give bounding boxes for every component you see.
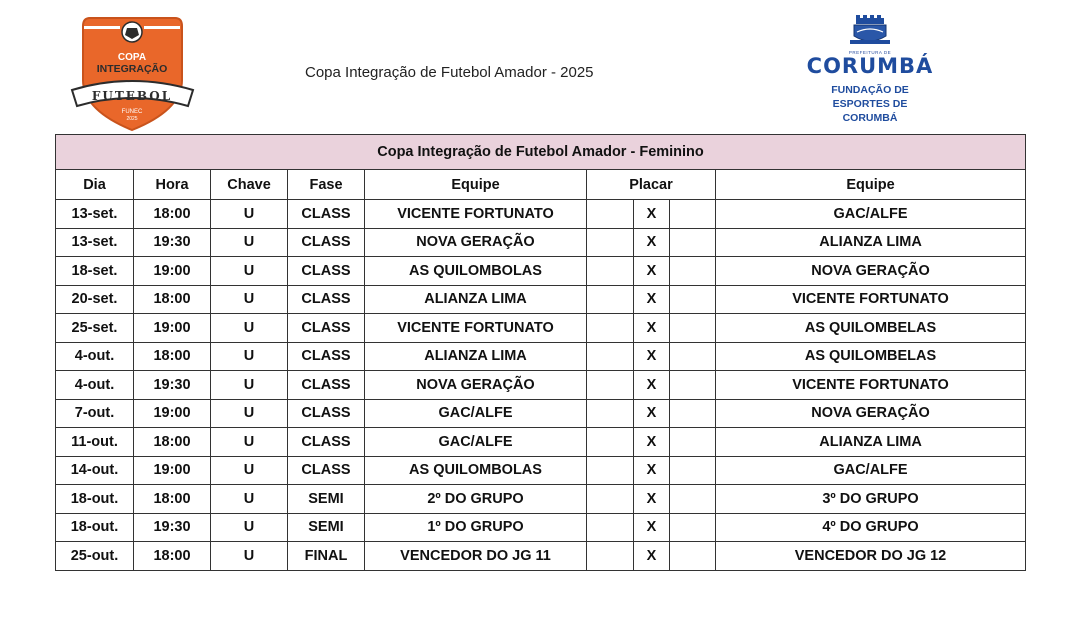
- logo-line2: INTEGRAÇÃO: [96, 63, 168, 75]
- cell-hora: 19:30: [134, 228, 211, 257]
- cell-hora: 19:30: [134, 371, 211, 400]
- cell-placar-x: X: [634, 314, 670, 343]
- cell-chave: U: [211, 542, 288, 571]
- col-dia: Dia: [56, 170, 134, 200]
- cell-placar-away: [670, 371, 716, 400]
- cell-hora: 18:00: [134, 342, 211, 371]
- cell-equipe-2: AS QUILOMBELAS: [716, 314, 1026, 343]
- cell-placar-x: X: [634, 399, 670, 428]
- table-row: [56, 399, 1026, 428]
- table-row: [56, 485, 1026, 514]
- table-row: [56, 428, 1026, 457]
- cell-fase: FINAL: [288, 542, 365, 571]
- cell-placar-home: [587, 228, 634, 257]
- col-hora: Hora: [134, 170, 211, 200]
- cell-hora: 19:00: [134, 399, 211, 428]
- cell-dia: 18-set.: [56, 257, 134, 286]
- cell-fase: CLASS: [288, 314, 365, 343]
- cell-placar-home: [587, 371, 634, 400]
- cell-placar-home: [587, 200, 634, 229]
- table-row: [56, 342, 1026, 371]
- cell-equipe-1: AS QUILOMBOLAS: [365, 456, 587, 485]
- cell-equipe-1: 1º DO GRUPO: [365, 513, 587, 542]
- cell-placar-away: [670, 200, 716, 229]
- cell-fase: CLASS: [288, 399, 365, 428]
- table-row: [56, 285, 1026, 314]
- cell-equipe-2: VICENTE FORTUNATO: [716, 371, 1026, 400]
- table-banner: Copa Integração de Futebol Amador - Feminino: [56, 135, 1026, 170]
- cell-placar-home: [587, 314, 634, 343]
- cell-dia: 14-out.: [56, 456, 134, 485]
- cell-hora: 19:00: [134, 314, 211, 343]
- cell-placar-home: [587, 428, 634, 457]
- cell-hora: 18:00: [134, 542, 211, 571]
- cell-equipe-1: NOVA GERAÇÃO: [365, 371, 587, 400]
- cell-hora: 19:00: [134, 257, 211, 286]
- cell-chave: U: [211, 456, 288, 485]
- cell-fase: CLASS: [288, 257, 365, 286]
- cell-chave: U: [211, 228, 288, 257]
- cell-chave: U: [211, 285, 288, 314]
- cell-chave: U: [211, 257, 288, 286]
- cell-equipe-2: NOVA GERAÇÃO: [716, 257, 1026, 286]
- cell-dia: 18-out.: [56, 485, 134, 514]
- cell-placar-x: X: [634, 200, 670, 229]
- table-row: [56, 228, 1026, 257]
- cell-placar-x: X: [634, 485, 670, 514]
- cell-equipe-1: AS QUILOMBOLAS: [365, 257, 587, 286]
- cell-placar-home: [587, 456, 634, 485]
- cell-placar-x: X: [634, 428, 670, 457]
- col-chave: Chave: [211, 170, 288, 200]
- cell-fase: CLASS: [288, 342, 365, 371]
- cell-equipe-1: GAC/ALFE: [365, 399, 587, 428]
- city-crest-icon: [848, 12, 892, 48]
- cell-equipe-1: GAC/ALFE: [365, 428, 587, 457]
- fundacao-line1: FUNDAÇÃO DE: [831, 84, 909, 96]
- cell-hora: 19:30: [134, 513, 211, 542]
- cell-equipe-1: VICENTE FORTUNATO: [365, 200, 587, 229]
- table-row: [56, 200, 1026, 229]
- table-row: [56, 513, 1026, 542]
- logo-line5: 2025: [126, 116, 138, 122]
- cell-equipe-1: 2º DO GRUPO: [365, 485, 587, 514]
- fundacao-line2: ESPORTES DE CORUMBÁ: [832, 98, 908, 124]
- cell-placar-away: [670, 485, 716, 514]
- cell-hora: 18:00: [134, 428, 211, 457]
- corumba-wordmark: CORUMBÁ: [806, 54, 934, 78]
- cell-placar-away: [670, 542, 716, 571]
- cell-dia: 20-set.: [56, 285, 134, 314]
- cell-fase: CLASS: [288, 428, 365, 457]
- table-row: [56, 314, 1026, 343]
- cell-chave: U: [211, 371, 288, 400]
- cell-dia: 4-out.: [56, 342, 134, 371]
- cell-placar-home: [587, 485, 634, 514]
- cell-chave: U: [211, 485, 288, 514]
- cell-placar-home: [587, 542, 634, 571]
- cell-chave: U: [211, 342, 288, 371]
- cell-equipe-2: 4º DO GRUPO: [716, 513, 1026, 542]
- cell-placar-away: [670, 314, 716, 343]
- cell-placar-x: X: [634, 371, 670, 400]
- cell-equipe-2: GAC/ALFE: [716, 200, 1026, 229]
- col-fase: Fase: [288, 170, 365, 200]
- cell-placar-away: [670, 399, 716, 428]
- cell-dia: 4-out.: [56, 371, 134, 400]
- cell-dia: 11-out.: [56, 428, 134, 457]
- cell-placar-x: X: [634, 257, 670, 286]
- cell-chave: U: [211, 513, 288, 542]
- cell-equipe-1: ALIANZA LIMA: [365, 342, 587, 371]
- table-row: [56, 257, 1026, 286]
- cell-hora: 18:00: [134, 485, 211, 514]
- cell-equipe-2: VENCEDOR DO JG 12: [716, 542, 1026, 571]
- logo-line4: FUNEC: [121, 109, 143, 115]
- cell-equipe-2: GAC/ALFE: [716, 456, 1026, 485]
- col-equipe-1: Equipe: [365, 170, 587, 200]
- cell-placar-x: X: [634, 228, 670, 257]
- cell-placar-away: [670, 257, 716, 286]
- copa-integracao-logo: [70, 10, 195, 135]
- cell-hora: 18:00: [134, 285, 211, 314]
- cell-dia: 18-out.: [56, 513, 134, 542]
- cell-placar-away: [670, 513, 716, 542]
- table-row: [56, 371, 1026, 400]
- cell-fase: CLASS: [288, 228, 365, 257]
- table-row: [56, 542, 1026, 571]
- corumba-prefeitura: PREFEITURA DE: [848, 50, 892, 55]
- logo-line3: FUTEBOL: [91, 89, 173, 103]
- cell-equipe-2: ALIANZA LIMA: [716, 428, 1026, 457]
- cell-equipe-1: VICENTE FORTUNATO: [365, 314, 587, 343]
- cell-placar-x: X: [634, 456, 670, 485]
- cell-equipe-2: 3º DO GRUPO: [716, 485, 1026, 514]
- cell-dia: 13-set.: [56, 200, 134, 229]
- cell-equipe-1: ALIANZA LIMA: [365, 285, 587, 314]
- cell-placar-home: [587, 285, 634, 314]
- table-row: [56, 456, 1026, 485]
- cell-fase: CLASS: [288, 371, 365, 400]
- cell-chave: U: [211, 200, 288, 229]
- cell-placar-away: [670, 285, 716, 314]
- cell-placar-away: [670, 342, 716, 371]
- cell-equipe-2: ALIANZA LIMA: [716, 228, 1026, 257]
- cell-hora: 18:00: [134, 200, 211, 229]
- cell-dia: 7-out.: [56, 399, 134, 428]
- table-header-row: [56, 170, 1026, 200]
- cell-equipe-1: NOVA GERAÇÃO: [365, 228, 587, 257]
- cell-chave: U: [211, 428, 288, 457]
- cell-placar-x: X: [634, 342, 670, 371]
- cell-fase: SEMI: [288, 513, 365, 542]
- cell-equipe-2: AS QUILOMBELAS: [716, 342, 1026, 371]
- cell-equipe-2: NOVA GERAÇÃO: [716, 399, 1026, 428]
- cell-equipe-1: VENCEDOR DO JG 11: [365, 542, 587, 571]
- cell-fase: CLASS: [288, 285, 365, 314]
- cell-hora: 19:00: [134, 456, 211, 485]
- cell-placar-home: [587, 257, 634, 286]
- cell-placar-x: X: [634, 513, 670, 542]
- cell-placar-home: [587, 513, 634, 542]
- cell-chave: U: [211, 399, 288, 428]
- cell-dia: 25-set.: [56, 314, 134, 343]
- document-title: Copa Integração de Futebol Amador - 2025: [305, 64, 594, 81]
- cell-placar-away: [670, 228, 716, 257]
- col-placar: Placar: [587, 170, 716, 200]
- col-equipe-2: Equipe: [716, 170, 1026, 200]
- cell-chave: U: [211, 314, 288, 343]
- cell-placar-away: [670, 428, 716, 457]
- cell-placar-home: [587, 342, 634, 371]
- corumba-logo: [805, 12, 935, 134]
- cell-fase: CLASS: [288, 456, 365, 485]
- cell-placar-away: [670, 456, 716, 485]
- cell-placar-home: [587, 399, 634, 428]
- cell-fase: SEMI: [288, 485, 365, 514]
- cell-placar-x: X: [634, 285, 670, 314]
- cell-dia: 13-set.: [56, 228, 134, 257]
- cell-dia: 25-out.: [56, 542, 134, 571]
- cell-equipe-2: VICENTE FORTUNATO: [716, 285, 1026, 314]
- cell-fase: CLASS: [288, 200, 365, 229]
- cell-placar-x: X: [634, 542, 670, 571]
- shield-badge-icon: [70, 10, 195, 135]
- match-schedule-table: [55, 134, 1026, 571]
- logo-line1: COPA: [117, 52, 147, 63]
